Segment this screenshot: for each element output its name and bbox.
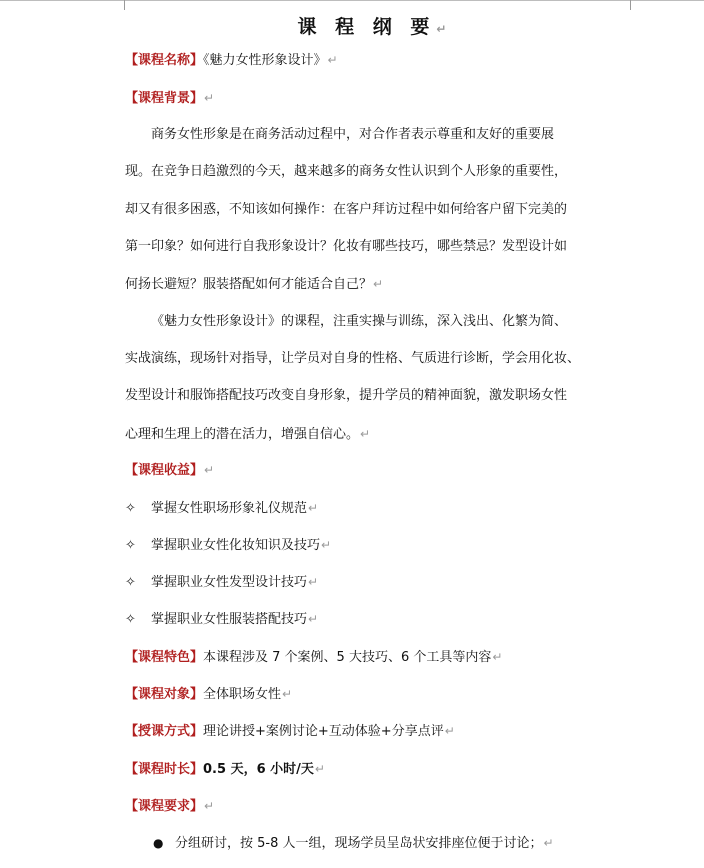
paragraph-mark: ↵ (543, 836, 554, 850)
background-para2-line (125, 349, 580, 369)
benefit-text: 掌握职业女性发型设计技巧 (151, 575, 308, 590)
left-margin-corner (124, 0, 125, 10)
paragraph-mark: ↵ (308, 575, 319, 589)
text-line: 《魅力女性形象设计》的课程，注重实操与训练，深入浅出、化繁为简、 (151, 314, 568, 329)
background-para2-line (125, 312, 567, 332)
text-line: 何扬长避短？服装搭配如何才能适合自己？ (125, 277, 373, 292)
title-text: 课 程 纲 要 (297, 16, 436, 38)
list-item (125, 833, 554, 854)
list-item (125, 609, 318, 630)
audience-value: 全体职场女性 (203, 687, 282, 702)
page-top-edge (0, 0, 704, 1)
method-line (125, 721, 455, 742)
benefit-text: 掌握女性职场形象礼仪规范 (151, 501, 308, 516)
background-para1-line (125, 200, 567, 220)
audience-label: 【课程对象】 (125, 687, 204, 702)
right-margin-corner (630, 0, 631, 10)
paragraph-mark: ↵ (360, 427, 371, 441)
list-item (125, 498, 318, 519)
text-line: 实战演练，现场针对指导，让学员对自身的性格、气质进行诊断，学会用化妆、 (125, 351, 581, 366)
paragraph-mark: ↵ (321, 538, 332, 552)
course-name-value: 《魅力女性形象设计》 (203, 53, 327, 68)
paragraph-mark: ↵ (492, 650, 503, 664)
list-item (125, 535, 331, 556)
paragraph-mark: ↵ (308, 501, 319, 515)
paragraph-mark: ↵ (282, 687, 293, 701)
features-line (125, 647, 502, 668)
duration-label: 【课程时长】 (125, 762, 204, 777)
requirements-heading (125, 796, 214, 817)
paragraph-mark: ↵ (204, 91, 215, 105)
paragraph-mark: ↵ (327, 53, 338, 67)
course-name-label: 【课程名称】 (125, 53, 204, 68)
background-para1-line (125, 162, 567, 182)
benefit-text: 掌握职业女性服装搭配技巧 (151, 612, 308, 627)
benefit-text: 掌握职业女性化妆知识及技巧 (151, 538, 321, 553)
text-line: 商务女性形象是在商务活动过程中，对合作者表示尊重和友好的重要展 (151, 127, 555, 142)
text-line: 现。在竞争日趋激烈的今天，越来越多的商务女性认识到个人形象的重要性， (125, 164, 568, 179)
dot-bullet-icon: ● (153, 836, 164, 850)
duration-value: 0.5 天，6 小时/天 (203, 762, 314, 777)
diamond-bullet-icon: ✧ (125, 538, 136, 553)
paragraph-mark: ↵ (204, 463, 215, 477)
duration-line (125, 759, 325, 780)
background-para1-line (125, 274, 383, 295)
background-heading (125, 88, 214, 109)
requirement-text: 分组研讨，按 5-8 人一组，现场学员呈岛状安排座位便于讨论； (175, 836, 543, 851)
text-line: 发型设计和服饰搭配技巧改变自身形象，提升学员的精神面貌，激发职场女性 (125, 388, 568, 403)
benefits-label: 【课程收益】 (125, 463, 204, 478)
features-value: 本课程涉及 7 个案例、5 大技巧、6 个工具等内容 (203, 650, 492, 665)
paragraph-mark: ↵ (436, 22, 453, 36)
paragraph-mark: ↵ (204, 799, 215, 813)
text-line: 心理和生理上的潜在活力，增强自信心。 (125, 427, 360, 442)
background-para2-line (125, 386, 567, 406)
paragraph-mark: ↵ (444, 724, 455, 738)
text-line: 却又有很多困惑，不知该如何操作：在客户拜访过程中如何给客户留下完美的 (125, 202, 568, 217)
page-title (125, 12, 625, 39)
background-para1-line (125, 125, 554, 145)
paragraph-mark: ↵ (373, 277, 384, 291)
background-para1-line (125, 237, 567, 257)
audience-line (125, 684, 292, 705)
paragraph-mark: ↵ (308, 612, 319, 626)
benefits-heading (125, 460, 214, 481)
diamond-bullet-icon: ✧ (125, 501, 136, 516)
background-label: 【课程背景】 (125, 91, 204, 106)
course-name-line (125, 50, 338, 71)
method-value: 理论讲授+案例讨论+互动体验+分享点评 (203, 724, 444, 739)
method-label: 【授课方式】 (125, 724, 204, 739)
requirements-label: 【课程要求】 (125, 799, 204, 814)
diamond-bullet-icon: ✧ (125, 575, 136, 590)
paragraph-mark: ↵ (314, 762, 325, 776)
background-para2-line (125, 424, 370, 445)
features-label: 【课程特色】 (125, 650, 204, 665)
diamond-bullet-icon: ✧ (125, 612, 136, 627)
text-line: 第一印象？如何进行自我形象设计？化妆有哪些技巧，哪些禁忌？发型设计如 (125, 239, 568, 254)
list-item (125, 572, 318, 593)
